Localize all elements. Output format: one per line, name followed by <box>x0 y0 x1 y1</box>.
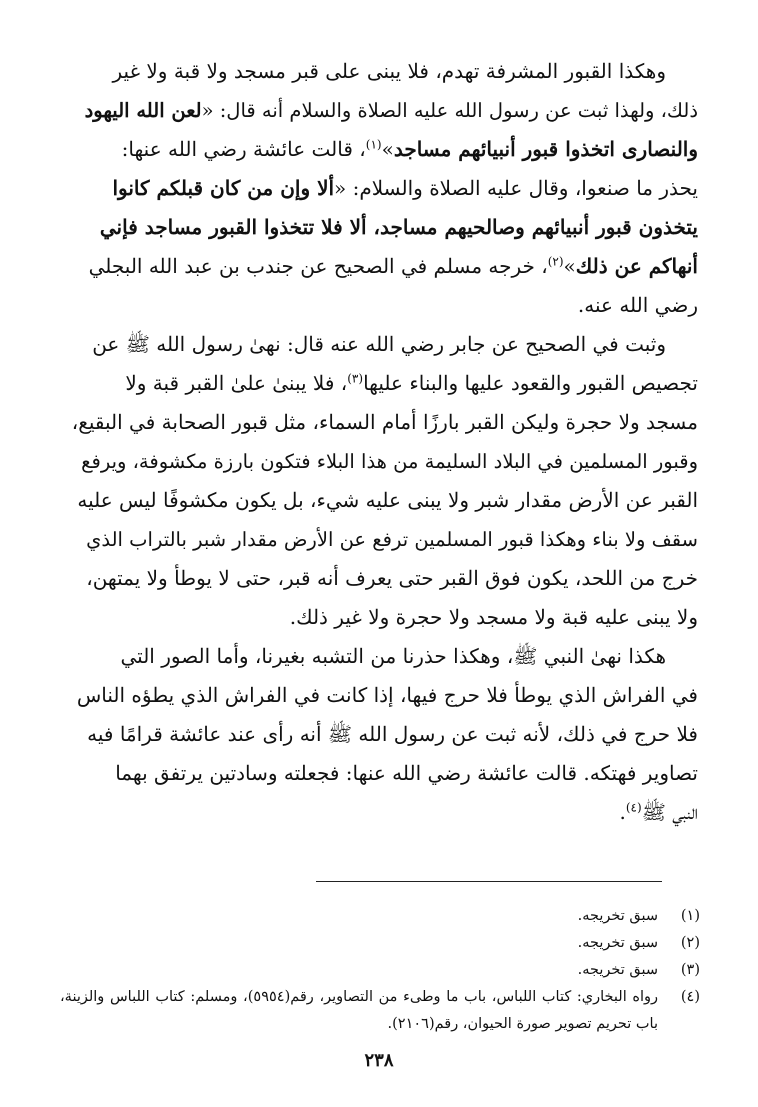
text-run: تجصيص القبور والقعود عليها والبناء عليها <box>363 371 698 395</box>
text-run: تصاوير فهتكه. قالت عائشة رضي الله عنها: فجعلته وسادتين يرتفق بهما <box>115 761 698 785</box>
text-run: ألا وإن من كان قبلكم كانوا <box>112 176 335 200</box>
text-run: ، قالت عائشة رضي الله عنها: <box>121 137 366 161</box>
text-line <box>72 559 698 598</box>
text-run: ، خرجه مسلم في الصحيح عن جندب بن عبد الله البجلي <box>88 254 548 278</box>
paragraph <box>72 637 698 832</box>
text-line <box>72 598 698 637</box>
text-run: وهكذا القبور المشرفة تهدم، فلا يبنى على قبر مسجد ولا قبة ولا غير <box>112 59 666 83</box>
footnote-text: رواه البخاري: كتاب اللباس، باب ما وطىء من التصاوير، رقم(٥٩٥٤)، ومسلم: كتاب اللباس والزينة، باب تحريم تصوير صورة الحيوان، رقم(٢١٠٦). <box>60 989 659 1032</box>
text-line <box>72 520 698 559</box>
text-run: يتخذون قبور أنبيائهم وصالحيهم مساجد، ألا فلا تتخذوا القبور مساجد فإني <box>99 215 698 239</box>
text-run: في الفراش الذي يوطأ فلا حرج فيها، إذا كانت في الفراش الذي يطؤه الناس <box>76 683 698 707</box>
text-line <box>72 715 698 754</box>
text-run: القبر عن الأرض مقدار شبر ولا يبنى عليه شيء، بل يكون مكشوفًا ليس عليه <box>77 488 698 512</box>
text-line <box>72 52 698 91</box>
text-line <box>72 169 698 208</box>
text-line <box>72 286 698 325</box>
text-run: والنصارى اتخذوا قبور أنبيائهم مساجد <box>393 137 698 161</box>
footnotes <box>60 903 700 1038</box>
text-line <box>72 637 698 676</box>
footnote <box>60 903 700 930</box>
text-run: مسجد ولا حجرة وليكن القبر بارزًا أمام السماء، مثل قبور الصحابة في البقيع، <box>72 410 698 434</box>
text-run: رضي الله عنه. <box>577 293 698 317</box>
text-run: ذلك، ولهذا ثبت عن رسول الله عليه الصلاة والسلام أنه قال: « <box>201 99 698 122</box>
footnote-ref: (١) <box>365 137 382 152</box>
footnote-number: (١) <box>680 908 700 924</box>
footnote-text: سبق تخريجه. <box>577 962 658 978</box>
text-line <box>72 130 698 169</box>
text-run: سقف ولا بناء وهكذا قبور المسلمين ترفع عن الأرض مقدار شبر بالتراب الذي <box>86 528 698 551</box>
text-run: ولا يبنى عليه قبة ولا مسجد ولا حجرة ولا غير ذلك. <box>289 605 698 629</box>
footnote-separator <box>316 881 662 882</box>
main-text <box>72 52 698 832</box>
footnote <box>60 930 700 957</box>
footnote-number: (٤) <box>680 989 700 1005</box>
text-run: » <box>381 137 394 161</box>
text-line <box>72 364 698 403</box>
text-run: هكذا نهىٰ النبي ﷺ، وهكذا حذرنا من التشبه بغيرنا، وأما الصور التي <box>120 644 666 668</box>
text-run: ، فلا يبنىٰ علىٰ القبر قبة ولا <box>125 371 348 395</box>
page-number: ٢٣٨ <box>364 1050 394 1071</box>
footnote-number: (٣) <box>680 962 700 978</box>
footnote-text: سبق تخريجه. <box>577 935 658 951</box>
footnote-number: (٢) <box>680 935 700 951</box>
text-line <box>72 442 698 481</box>
text-line <box>72 754 698 793</box>
text-line <box>72 481 698 520</box>
footnote-ref: (٢) <box>547 254 564 269</box>
text-line <box>72 91 698 130</box>
text-run: لعن الله اليهود <box>84 99 202 122</box>
paragraph <box>72 325 698 637</box>
text-run: فلا حرج في ذلك، لأنه ثبت عن رسول الله ﷺ أنه رأى عند عائشة قرامًا فيه <box>87 722 698 746</box>
footnote-ref: (٤) <box>625 800 642 815</box>
text-run: . <box>619 800 626 824</box>
text-run: وقبور المسلمين في البلاد السليمة من هذا البلاء فتكون بارزة مكشوفة، ويرفع <box>81 450 698 473</box>
text-line <box>72 208 698 247</box>
footnote <box>60 984 700 1038</box>
text-run: النبي ﷺ <box>641 800 698 824</box>
text-line <box>72 676 698 715</box>
text-run: أنهاكم عن ذلك <box>575 254 698 278</box>
text-line <box>72 325 698 364</box>
text-run: خرج من اللحد، يكون فوق القبر حتى يعرف أنه قبر، حتى لا يوطأ ولا يمتهن، <box>86 566 698 590</box>
footnote-text: سبق تخريجه. <box>577 908 658 924</box>
text-run: » <box>563 254 576 278</box>
footnote <box>60 957 700 984</box>
paragraph <box>72 52 698 325</box>
text-run: وثبت في الصحيح عن جابر رضي الله عنه قال: نهىٰ رسول الله ﷺ عن <box>92 332 666 356</box>
text-line <box>72 793 698 832</box>
text-line <box>72 403 698 442</box>
footnote-ref: (٣) <box>347 371 364 386</box>
text-run: يحذر ما صنعوا، وقال عليه الصلاة والسلام: « <box>334 176 698 200</box>
text-line <box>72 247 698 286</box>
